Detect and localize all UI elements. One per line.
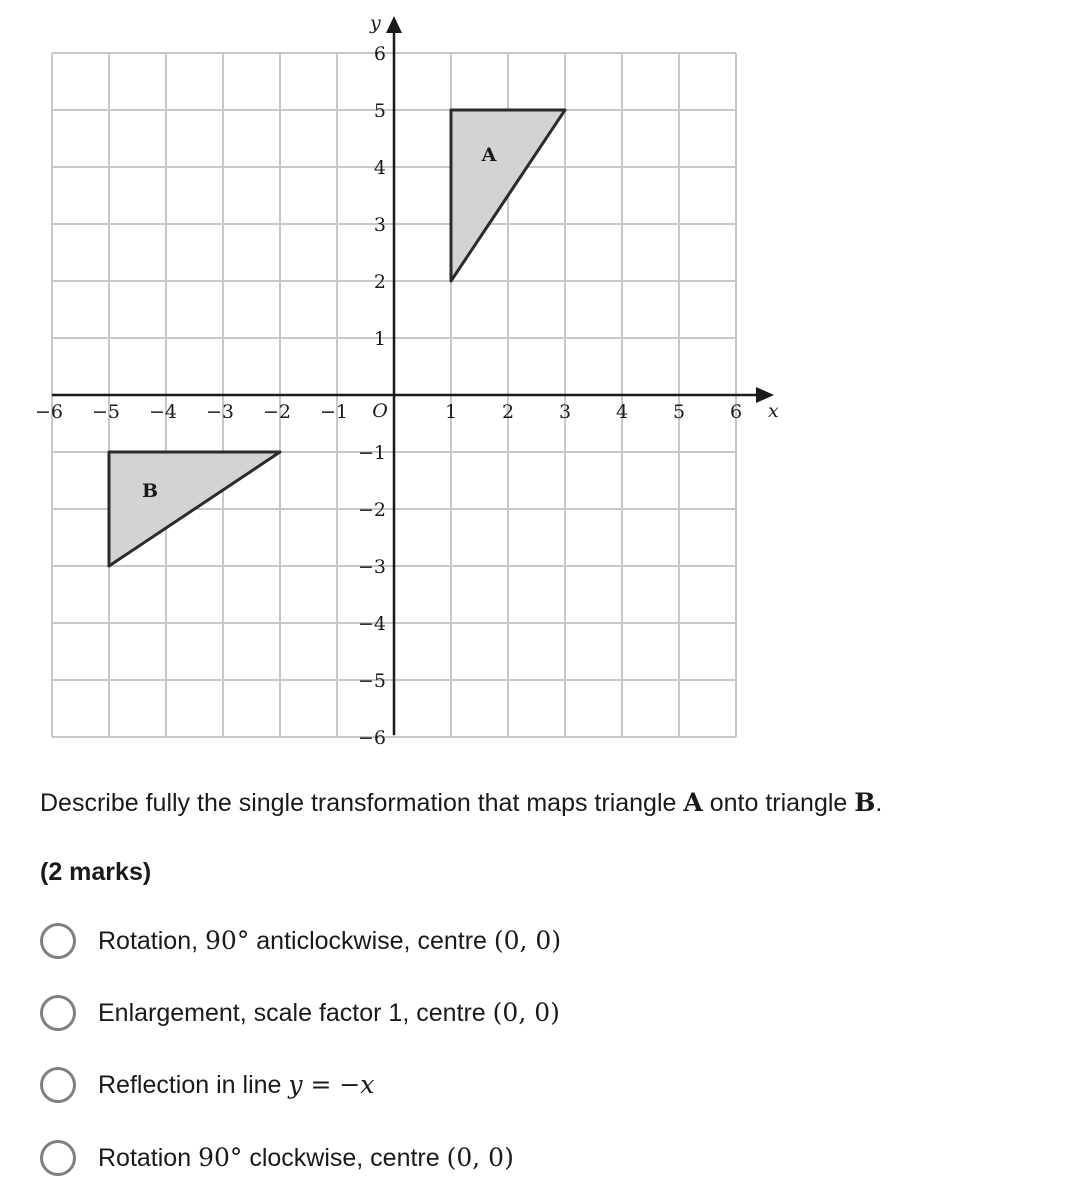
x-axis-label: x [768,400,779,422]
x-tick-label: 3 [558,401,572,423]
y-tick-label: −3 [357,556,386,578]
x-tick-label: 6 [729,401,743,423]
option-reflection[interactable] [40,1063,374,1107]
y-tick-label: 4 [373,157,386,179]
option-text [98,998,560,1028]
x-tick-label: 4 [615,401,629,423]
origin-label: O [372,400,388,422]
option-centre: (0, 0) [492,998,560,1027]
question-suffix: . [875,789,883,817]
option-equation: y = −x [288,1070,375,1099]
option-rotation-clockwise[interactable] [40,1136,514,1180]
y-tick-label: −2 [357,499,386,521]
option-rotation-anticlockwise[interactable] [40,919,561,963]
y-tick-label: −1 [357,442,386,464]
x-tick-label: −5 [91,401,121,423]
option-text [98,1143,514,1173]
x-tick-labels [35,401,742,423]
question-shape-a: A [683,788,703,817]
y-tick-label: 3 [373,214,386,236]
x-tick-label: −4 [148,401,178,423]
radio-button[interactable] [40,1140,76,1176]
option-text-part: anticlockwise, centre [249,927,494,955]
triangle-a-label: A [481,144,497,166]
y-tick-label: 5 [373,100,386,122]
x-tick-label: 2 [501,401,515,423]
axes [52,12,779,735]
radio-button[interactable] [40,923,76,959]
y-tick-label: −6 [357,727,386,749]
y-tick-label: 2 [373,271,386,293]
option-enlargement[interactable] [40,991,560,1035]
option-angle: 90° [198,1143,243,1172]
x-tick-label: 1 [444,401,458,423]
x-tick-label: −3 [205,401,235,423]
y-tick-label: 6 [373,43,386,65]
x-tick-label: −1 [319,401,349,423]
coordinate-grid [0,0,800,760]
option-text-part: Rotation, [98,927,206,955]
radio-button[interactable] [40,1067,76,1103]
marks-label: (2 marks) [40,858,152,886]
triangle-b-label: B [141,480,159,502]
y-tick-label: −5 [357,670,386,692]
option-text-part: Reflection in line [98,1071,289,1099]
y-tick-label: 1 [373,328,386,350]
y-tick-label: −4 [357,613,386,635]
option-text-part: Rotation [98,1144,199,1172]
option-text-part: clockwise, centre [242,1144,447,1172]
radio-button[interactable] [40,995,76,1031]
x-tick-label: 5 [672,401,686,423]
x-tick-label: −2 [262,401,292,423]
question-middle: onto triangle [702,789,855,817]
option-centre: (0, 0) [493,926,562,955]
option-text [98,1070,374,1100]
question-shape-b: B [854,788,876,817]
y-axis-label: y [370,12,381,34]
option-angle: 90° [205,926,250,955]
question-prefix: Describe fully the single transformation that maps triangle [40,789,684,817]
option-text [98,926,561,956]
option-centre: (0, 0) [446,1143,514,1172]
question-text [40,788,882,818]
option-text-part: Enlargement, scale factor 1, centre [98,999,493,1027]
x-tick-label: −6 [34,401,64,423]
y-axis-arrow-icon [386,16,402,33]
